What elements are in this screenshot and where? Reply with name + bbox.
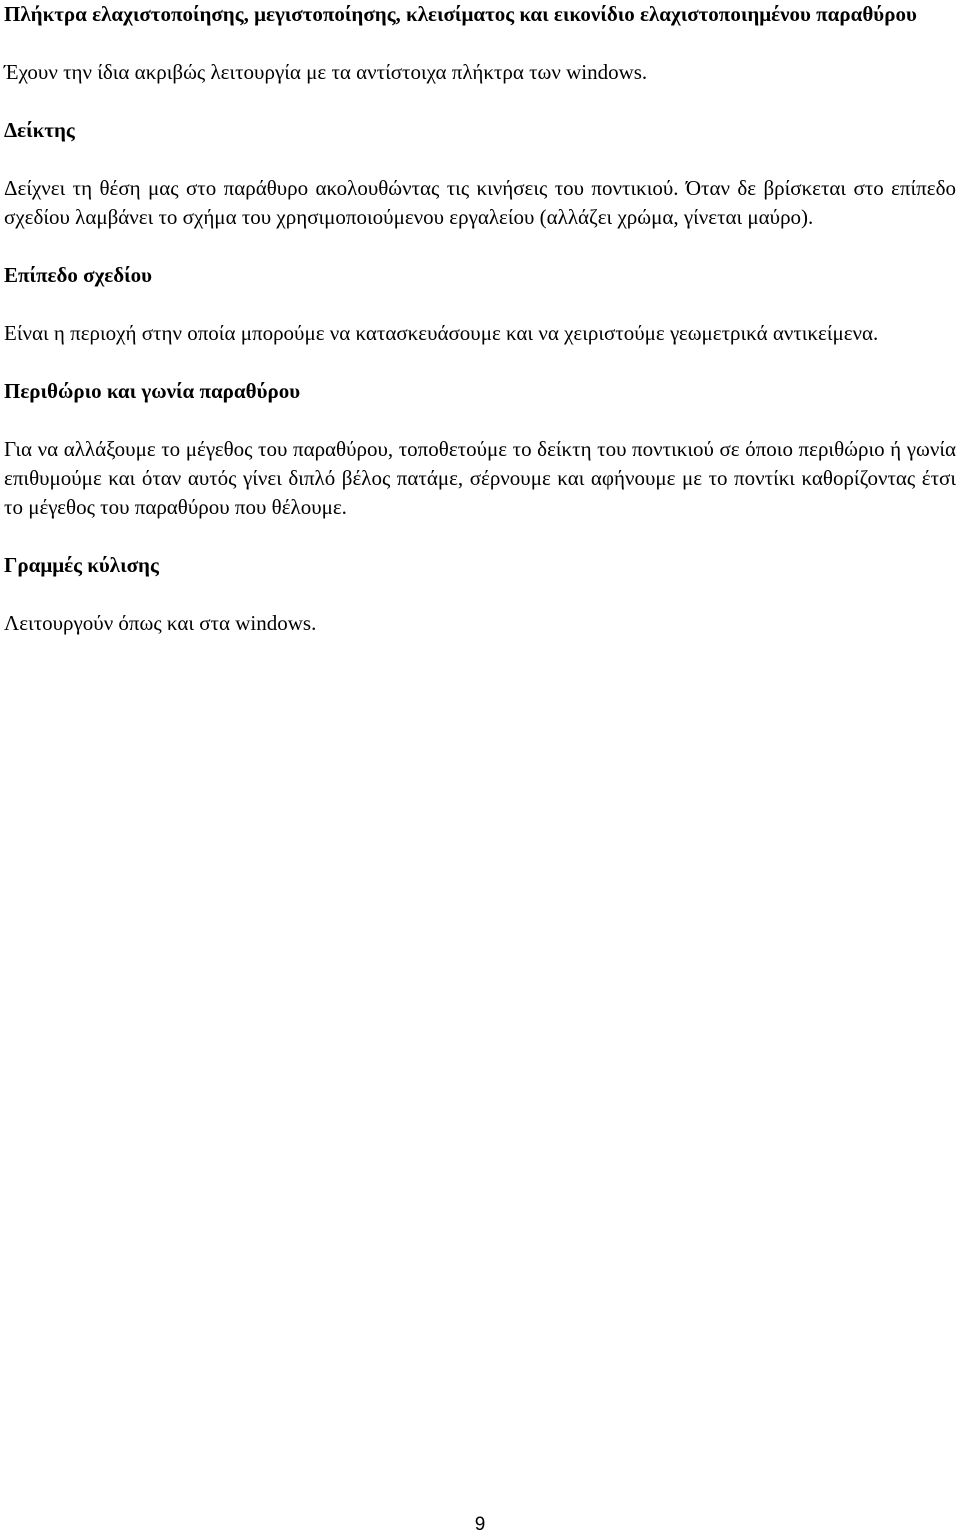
section-pointer xyxy=(4,116,956,232)
section-heading: Πλήκτρα ελαχιστοποίησης, μεγιστοποίησης, κλεισίματος και εικονίδιο ελαχιστοποιημένου παραθύρου xyxy=(4,2,917,26)
spacer xyxy=(4,580,956,609)
section-heading: Επίπεδο σχεδίου xyxy=(4,263,153,287)
document-page xyxy=(4,0,956,638)
section-body: Είναι η περιοχή στην οποία μπορούμε να κατασκευάσουμε και να χειριστούμε γεωμετρικά αντικείμενα. xyxy=(4,321,879,345)
section-window-border xyxy=(4,377,956,522)
spacer xyxy=(4,145,956,174)
spacer xyxy=(4,290,956,319)
spacer xyxy=(4,87,956,116)
spacer xyxy=(4,406,956,435)
section-body: Δείχνει τη θέση μας στο παράθυρο ακολουθώντας τις κινήσεις του ποντικιού. Όταν δε βρίσκεται στο επίπεδο σχεδίου λαμβάνει το σχήμα του χρησιμοποιούμενου εργαλείου (αλλάζει χρώμα, γίνεται μαύρο). xyxy=(4,176,956,229)
section-scrollbars xyxy=(4,551,956,638)
section-heading: Περιθώριο και γωνία παραθύρου xyxy=(4,379,301,403)
section-window-buttons xyxy=(4,0,956,87)
page-number: 9 xyxy=(474,1514,486,1535)
section-heading: Δείκτης xyxy=(4,118,75,142)
section-heading: Γραμμές κύλισης xyxy=(4,553,159,577)
section-body: Έχουν την ίδια ακριβώς λειτουργία με τα αντίστοιχα πλήκτρα των windows. xyxy=(4,60,648,84)
spacer xyxy=(4,232,956,261)
spacer xyxy=(4,348,956,377)
section-drawing-plane xyxy=(4,261,956,348)
spacer xyxy=(4,29,956,58)
spacer xyxy=(4,522,956,551)
section-body: Για να αλλάξουμε το μέγεθος του παραθύρου, τοποθετούμε το δείκτη του ποντικιού σε όποιο περιθώριο ή γωνία επιθυμούμε και όταν αυτός γίνει διπλό βέλος πατάμε, σέρνουμε και αφήνουμε με το ποντίκι καθορίζοντας έτσι το μέγεθος του παραθύρου που θέλουμε. xyxy=(4,437,956,519)
section-body: Λειτουργούν όπως και στα windows. xyxy=(4,611,317,635)
